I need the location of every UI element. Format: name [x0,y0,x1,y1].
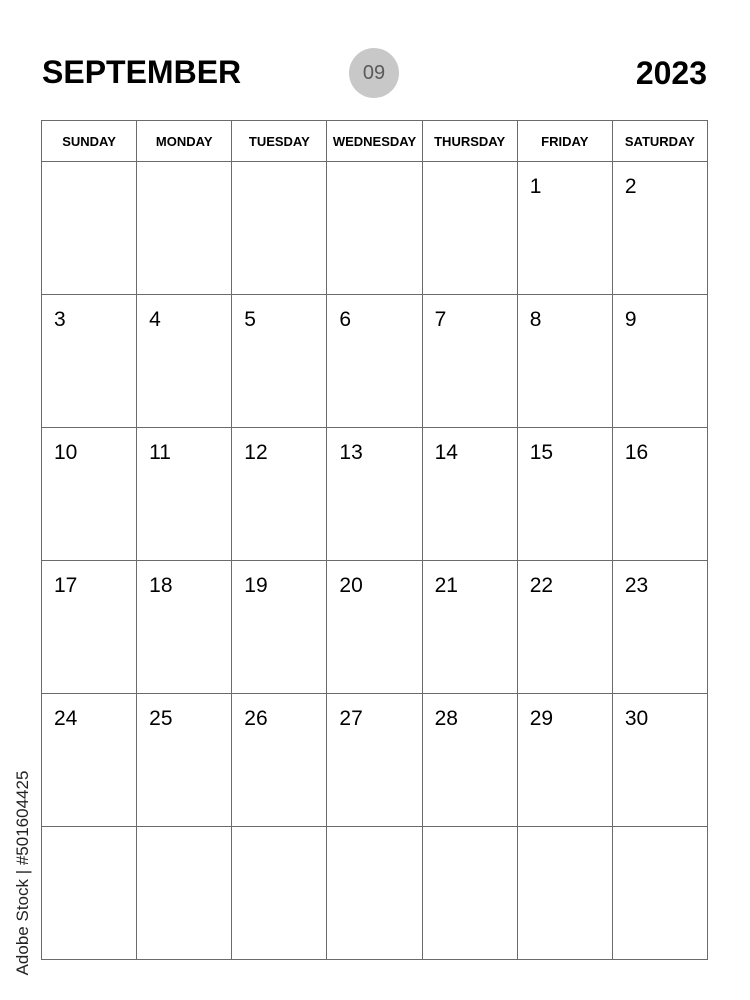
day-cell [517,827,612,960]
day-cell [42,827,137,960]
day-number [613,827,707,839]
day-number [42,162,136,174]
day-cell [327,561,422,694]
weekday-thursday: THURSDAY [422,121,517,162]
week-row [42,295,708,428]
day-cell [137,561,232,694]
day-cell [422,162,517,295]
day-cell [327,162,422,295]
day-number: 15 [529,441,554,464]
day-number: 18 [149,574,173,597]
day-number: 17 [54,574,78,597]
day-number: 4 [149,308,161,331]
weekday-header-row [42,121,708,162]
day-cell [422,428,517,561]
stock-watermark [10,760,36,985]
day-number [232,162,326,174]
day-cell [517,561,612,694]
calendar-grid [41,120,708,960]
day-number: 2 [624,175,637,198]
day-number [327,827,421,839]
day-cell [422,561,517,694]
day-number: 7 [434,308,447,331]
day-number: 20 [339,574,363,597]
week-row [42,561,708,694]
day-cell [137,428,232,561]
day-cell [422,694,517,827]
day-number: 14 [434,441,458,464]
day-cell [232,561,327,694]
day-number: 5 [244,308,256,331]
year-title: 2023 [635,55,707,91]
day-number: 8 [529,308,542,331]
day-cell [42,561,137,694]
day-number: 28 [434,707,458,730]
day-cell [137,295,232,428]
weekday-tuesday: TUESDAY [232,121,327,162]
day-cell [612,827,707,960]
week-row [42,694,708,827]
day-cell [422,827,517,960]
day-cell [42,295,137,428]
day-number [327,162,421,174]
day-number: 6 [339,308,352,331]
week-row [42,162,708,295]
day-number: 19 [244,574,268,597]
day-number: 21 [434,574,458,597]
day-cell [137,162,232,295]
day-number: 16 [624,441,649,464]
day-number: 23 [624,574,649,597]
day-number [137,827,231,839]
day-cell [232,295,327,428]
day-cell [327,827,422,960]
day-number: 13 [339,441,363,464]
week-row [42,827,708,960]
stock-watermark-text: Adobe Stock | #501604425 [13,770,32,975]
day-cell [42,694,137,827]
day-number [232,827,326,839]
day-number: 10 [54,441,78,464]
day-cell [42,428,137,561]
day-number: 29 [529,707,554,730]
day-cell [327,694,422,827]
day-number: 11 [149,441,171,464]
day-number: 24 [54,707,78,730]
day-number [518,827,612,839]
day-cell [42,162,137,295]
day-cell [137,827,232,960]
day-cell [232,162,327,295]
weekday-sunday: SUNDAY [42,121,137,162]
day-cell [612,561,707,694]
month-number-badge: 09 [349,48,399,98]
day-cell [517,295,612,428]
day-cell [612,162,707,295]
day-number: 3 [54,308,66,331]
day-number: 9 [624,308,637,331]
month-title: SEPTEMBER [42,54,242,90]
day-cell [517,162,612,295]
day-cell [137,694,232,827]
day-cell [612,694,707,827]
day-number: 25 [149,707,173,730]
day-number: 1 [529,175,542,198]
weekday-monday: MONDAY [137,121,232,162]
day-number: 26 [244,707,268,730]
day-cell [517,428,612,561]
day-cell [232,694,327,827]
day-number [423,827,517,839]
day-number: 22 [529,574,554,597]
weekday-saturday: SATURDAY [612,121,707,162]
day-number: 30 [624,707,649,730]
day-cell [612,295,707,428]
day-cell [612,428,707,561]
weekday-wednesday: WEDNESDAY [327,121,422,162]
day-number: 27 [339,707,363,730]
day-cell [422,295,517,428]
week-row [42,428,708,561]
day-number: 12 [244,441,268,464]
weekday-friday: FRIDAY [517,121,612,162]
day-number [423,162,517,174]
day-number [42,827,136,839]
day-cell [327,295,422,428]
day-number [137,162,231,174]
day-cell [232,827,327,960]
day-cell [232,428,327,561]
day-cell [517,694,612,827]
day-cell [327,428,422,561]
